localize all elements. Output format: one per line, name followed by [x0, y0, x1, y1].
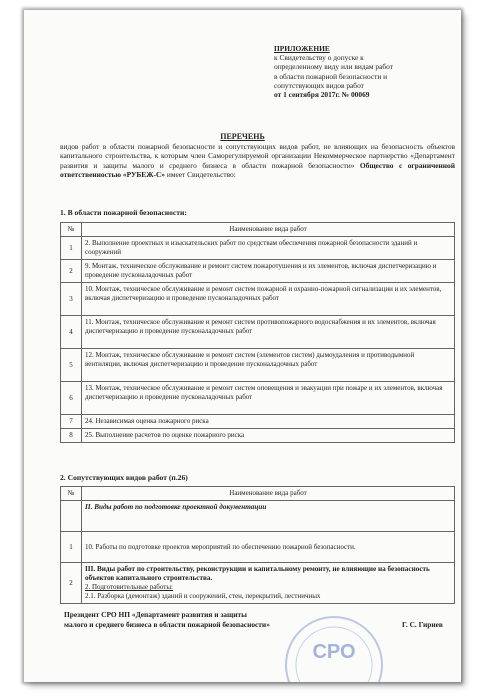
table-row [61, 429, 455, 443]
row-text: 11. Монтаж, техническое обслуживание и ремонт систем противопожарного водоснабжения и их элементов, включая диспетчеризацию и проведение пусконаладочных работ [82, 316, 455, 349]
table-row [61, 415, 455, 429]
table-row [61, 316, 455, 349]
row-number: 2 [61, 563, 82, 604]
row-number: 2 [61, 260, 82, 283]
col-num-header: № [61, 487, 82, 501]
row-number: 1 [61, 237, 82, 260]
signer-title-line1: Президент СРО НП «Департамент развития и защиты [64, 610, 247, 619]
signature-block [64, 610, 454, 630]
table-row [61, 501, 455, 532]
table-header-row [61, 223, 455, 237]
table-row [61, 532, 455, 563]
row-text: 10. Работы по подготовке проектов мероприятий по обеспечению пожарной безопасности. [82, 532, 455, 563]
prep-works-item: 2.1. Разборка (демонтаж) зданий и сооружений, стен, перекрытий, лестничных [85, 592, 321, 600]
row-text: 13. Монтаж, техническое обслуживание и ремонт систем оповещения и эвакуации при пожаре и их элементов, включая диспетчеризацию и проведение пусконаладочных работ [82, 382, 455, 415]
table-row [61, 382, 455, 415]
table-row [61, 237, 455, 260]
table-header-row [61, 487, 455, 501]
row-text: 10. Монтаж, техническое обслуживание и ремонт систем пожарной и охранно-пожарной сигнализации и их элементов, включая диспетчеризацию и проведение пусконаладочных работ [82, 283, 455, 316]
table-row [61, 563, 455, 604]
table-row [61, 283, 455, 316]
company-name: Общество с ограниченной ответственностью «РУБЕЖ-С» [60, 160, 455, 180]
section2-title: 2. Сопутствующих видов работ (п.26) [60, 473, 188, 482]
intro-tail: имеет Свидетельство: [166, 170, 236, 180]
appendix-line: сопутствующих видов работ [274, 80, 364, 90]
col-name-header: Наименование вида работ [82, 223, 455, 237]
col-num-header: № [61, 223, 82, 237]
subsection-title: II. Виды работ по подготовке проектной документации [85, 503, 267, 511]
subsection-heading [82, 501, 455, 532]
section2-table [60, 486, 455, 604]
section1-table [60, 222, 455, 443]
row-number: 8 [61, 429, 82, 443]
subsection-title: III. Виды работ по строительству, реконструкции и капитальному ремонту, не влияющие на безопасность объектов капитального строительства. [85, 565, 430, 582]
section1-title: 1. В области пожарной безопасности: [60, 208, 187, 217]
prep-works-heading: 2. Подготовительные работы: [85, 583, 173, 591]
row-number: 3 [61, 283, 82, 316]
intro-text: видов работ в области пожарной безопасности и сопутствующих видов работ, не влияющих на безопасность объектов капитального строительства, к которым член Саморегулируемой организации Некоммерческое партнерство «Департамент развития и защиты малого и среднего бизнеса в области пожарной безопасности» [60, 142, 455, 170]
appendix-line: определенному виду или видам работ [274, 62, 393, 72]
appendix-block [274, 44, 452, 99]
row-number: 1 [61, 532, 82, 563]
signer-title-line2: малого и среднего бизнеса в области пожарной безопасности» [64, 620, 270, 629]
appendix-date: от 1 сентября 2017г. № 00069 [274, 90, 370, 100]
row-text [82, 563, 455, 604]
intro-paragraph [60, 142, 455, 180]
row-number [61, 501, 82, 532]
row-text: 2. Выполнение проектных и изыскательских работ по средствам обеспечения пожарной безопасности зданий и сооружений [82, 237, 455, 260]
row-text: 9. Монтаж, техническое обслуживание и ремонт систем пожаротушения и их элементов, включая диспетчеризацию и проведение пусконаладочных работ [82, 260, 455, 283]
row-text: 12. Монтаж, техническое обслуживание и ремонт систем (элементов систем) дымоудаления и противодымной вентиляции, включая диспетчеризацию и проведение пусконаладочных работ [82, 349, 455, 382]
stamp-text: СРО [312, 641, 356, 663]
table-row [61, 349, 455, 382]
table-row [61, 260, 455, 283]
col-name-header: Наименование вида работ [82, 487, 455, 501]
appendix-line: в области пожарной безопасности и [274, 71, 388, 81]
document-title: ПЕРЕЧЕНЬ [220, 132, 265, 141]
row-text: 25. Выполнение расчетов по оценке пожарного риска [82, 429, 455, 443]
signer-name: Г. С. Гириев [402, 620, 443, 629]
row-text: 24. Независимая оценка пожарного риска [82, 415, 455, 429]
row-number: 7 [61, 415, 82, 429]
document-page [24, 10, 461, 682]
row-number: 6 [61, 382, 82, 415]
appendix-line: к Свидетельству о допуске к [274, 53, 364, 63]
row-number: 4 [61, 316, 82, 349]
appendix-heading: ПРИЛОЖЕНИЕ [274, 44, 330, 53]
row-number: 5 [61, 349, 82, 382]
